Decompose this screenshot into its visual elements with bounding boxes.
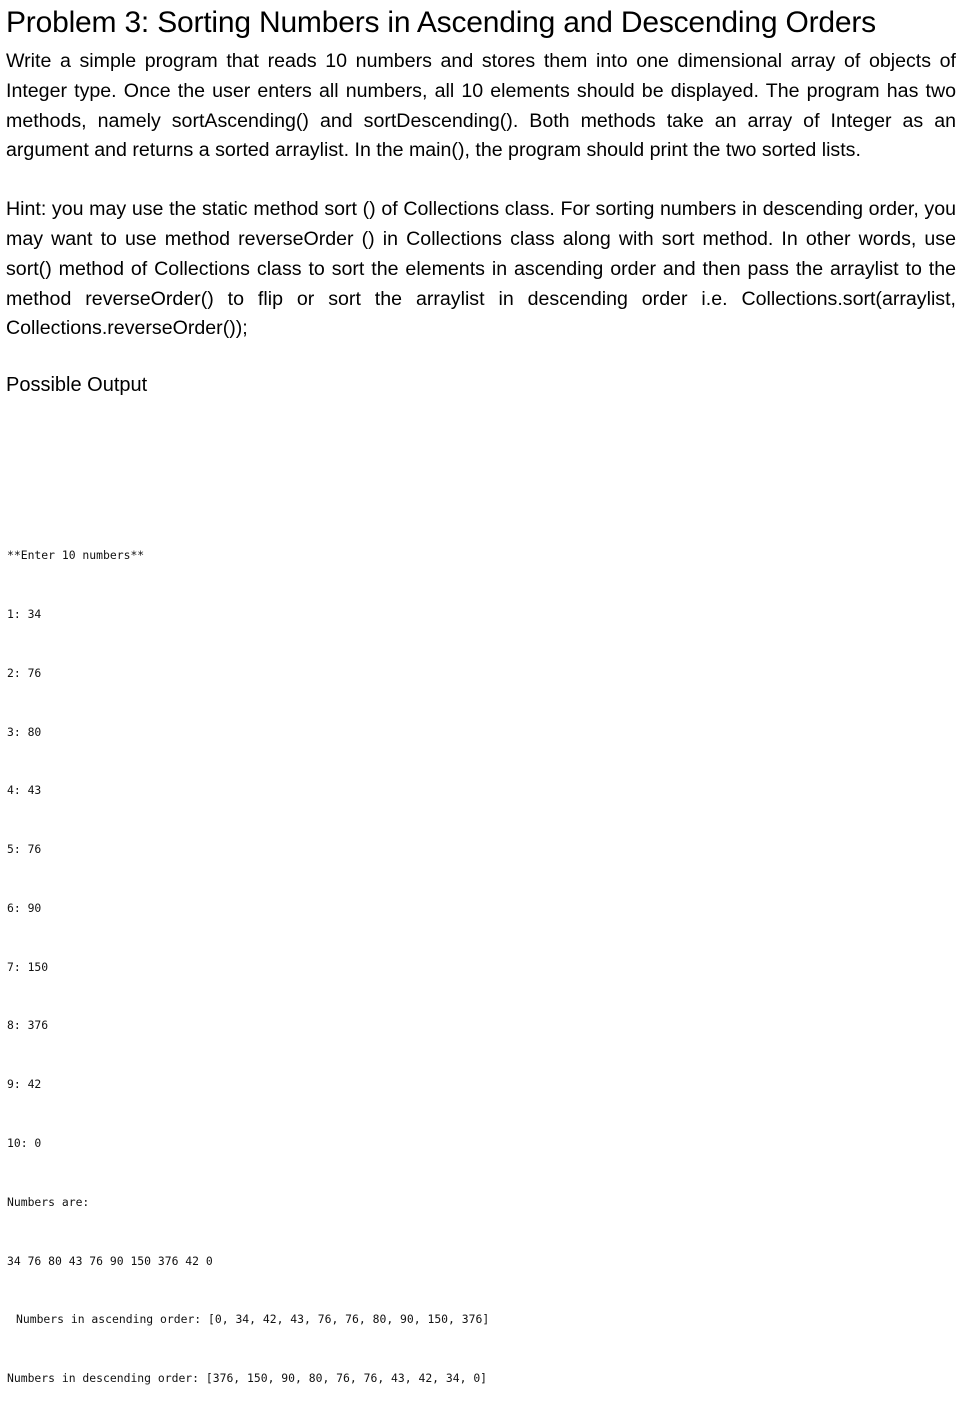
output-heading: Possible Output [6, 374, 148, 397]
console-input-line: 2: 76 [7, 665, 42, 680]
console-input-line: 1: 34 [7, 606, 42, 621]
console-input-line: 3: 80 [7, 724, 42, 739]
console-header: **Enter 10 numbers** [7, 548, 145, 563]
numbers-label: Numbers are: [7, 1194, 90, 1209]
console-input-line: 7: 150 [7, 959, 49, 974]
hint-paragraph: Hint: you may use the static method sort () of Collections class. For sorting numbers in descending order, you may want to use method reverseOrder () in Collections class along with sort method. In other words, use sort() method of Collections class to sort the elements in ascending order and then pass the arraylist to the method reverseOrder() to flip or sort the arraylist in descending order i.e. Collections.sort(arraylist, Collections.reverseOrder()); [6, 198, 956, 340]
console-input-line: 8: 376 [7, 1018, 49, 1033]
console-output [7, 507, 489, 1408]
ascending-line: Numbers in ascending order: [0, 34, 42, 43, 76, 76, 80, 90, 150, 376] [16, 1312, 490, 1327]
descending-line: Numbers in descending order: [376, 150, 90, 80, 76, 76, 43, 42, 34, 0] [7, 1371, 488, 1386]
problem-title: Problem 3: Sorting Numbers in Ascending and Descending Orders [6, 6, 876, 39]
problem-description: Write a simple program that reads 10 numbers and stores them into one dimensional array of objects of Integer type. Once the user enters all numbers, all 10 elements should be displayed. The program has two methods, namely sortAscending() and sortDescending(). Both methods take an array of Integer as an argument and returns a sorted arraylist. In the main(), the program should print the two sorted lists. [6, 50, 956, 162]
numbers-line: 34 76 80 43 76 90 150 376 42 0 [7, 1253, 213, 1268]
console-input-line: 4: 43 [7, 783, 42, 798]
console-input-line: 10: 0 [7, 1136, 42, 1150]
console-input-line: 9: 42 [7, 1077, 42, 1092]
console-input-line: 5: 76 [7, 842, 42, 857]
problem-document [6, 0, 956, 400]
console-input-line: 6: 90 [7, 900, 42, 915]
